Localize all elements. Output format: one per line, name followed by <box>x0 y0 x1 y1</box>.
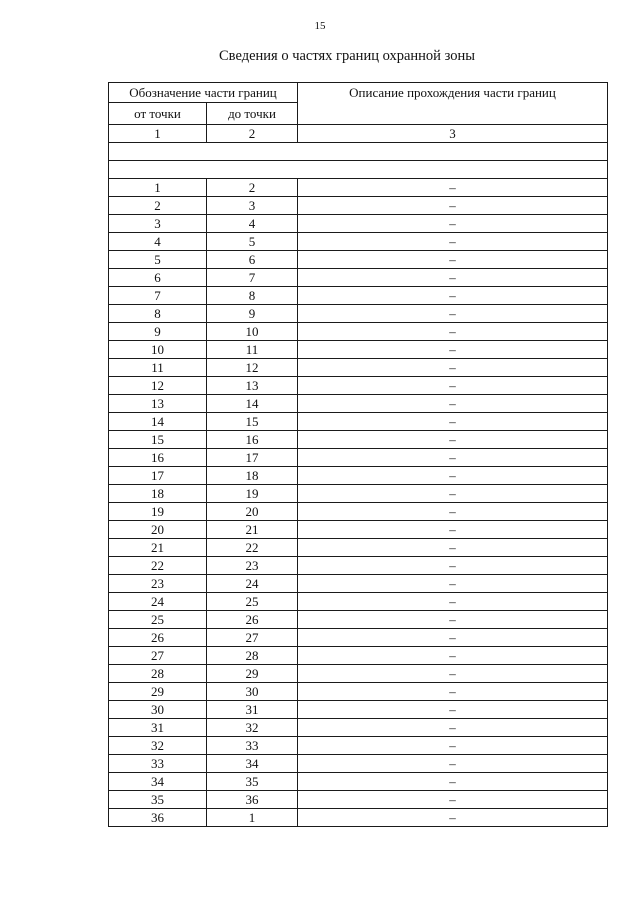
document-title: Сведения о частях границ охранной зоны <box>219 48 475 64</box>
cell-description: – <box>298 287 608 305</box>
cell-description: – <box>298 359 608 377</box>
cell-from-point: 33 <box>109 755 207 773</box>
table-row <box>109 449 608 467</box>
cell-to-point: 19 <box>207 485 298 503</box>
cell-description: – <box>298 197 608 215</box>
cell-from-point: 29 <box>109 683 207 701</box>
cell-description: – <box>298 539 608 557</box>
cell-to-point: 28 <box>207 647 298 665</box>
cell-from-point: 15 <box>109 431 207 449</box>
cell-description: – <box>298 341 608 359</box>
spacer-row <box>109 161 608 179</box>
cell-from-point: 18 <box>109 485 207 503</box>
page-number: 15 <box>314 20 326 32</box>
cell-to-point: 32 <box>207 719 298 737</box>
header-from-point: от точки <box>109 103 207 125</box>
table-row <box>109 539 608 557</box>
cell-to-point: 30 <box>207 683 298 701</box>
table-body <box>109 179 608 827</box>
cell-description: – <box>298 413 608 431</box>
cell-to-point: 6 <box>207 251 298 269</box>
cell-description: – <box>298 557 608 575</box>
cell-to-point: 35 <box>207 773 298 791</box>
table-row <box>109 503 608 521</box>
cell-to-point: 36 <box>207 791 298 809</box>
table-row <box>109 557 608 575</box>
cell-description: – <box>298 251 608 269</box>
cell-from-point: 16 <box>109 449 207 467</box>
cell-description: – <box>298 233 608 251</box>
table-row <box>109 629 608 647</box>
cell-to-point: 33 <box>207 737 298 755</box>
cell-to-point: 16 <box>207 431 298 449</box>
cell-from-point: 2 <box>109 197 207 215</box>
cell-from-point: 28 <box>109 665 207 683</box>
cell-from-point: 31 <box>109 719 207 737</box>
cell-to-point: 34 <box>207 755 298 773</box>
cell-to-point: 7 <box>207 269 298 287</box>
cell-from-point: 30 <box>109 701 207 719</box>
table-row <box>109 431 608 449</box>
table-row <box>109 575 608 593</box>
table-row <box>109 215 608 233</box>
cell-description: – <box>298 575 608 593</box>
table-row <box>109 251 608 269</box>
table-row <box>109 791 608 809</box>
table-row <box>109 395 608 413</box>
column-number-2: 2 <box>207 125 298 143</box>
table-row <box>109 737 608 755</box>
cell-to-point: 14 <box>207 395 298 413</box>
table-row <box>109 269 608 287</box>
cell-from-point: 35 <box>109 791 207 809</box>
cell-to-point: 20 <box>207 503 298 521</box>
cell-description: – <box>298 701 608 719</box>
table-row <box>109 755 608 773</box>
table-row <box>109 593 608 611</box>
table-row <box>109 341 608 359</box>
cell-from-point: 6 <box>109 269 207 287</box>
cell-from-point: 23 <box>109 575 207 593</box>
cell-from-point: 19 <box>109 503 207 521</box>
cell-from-point: 26 <box>109 629 207 647</box>
cell-from-point: 5 <box>109 251 207 269</box>
cell-description: – <box>298 755 608 773</box>
header-to-point: до точки <box>207 103 298 125</box>
cell-to-point: 17 <box>207 449 298 467</box>
cell-to-point: 10 <box>207 323 298 341</box>
cell-to-point: 29 <box>207 665 298 683</box>
cell-to-point: 1 <box>207 809 298 827</box>
table-row <box>109 467 608 485</box>
cell-description: – <box>298 395 608 413</box>
column-number-1: 1 <box>109 125 207 143</box>
cell-from-point: 9 <box>109 323 207 341</box>
cell-from-point: 8 <box>109 305 207 323</box>
cell-description: – <box>298 791 608 809</box>
cell-description: – <box>298 503 608 521</box>
cell-description: – <box>298 719 608 737</box>
table-row <box>109 521 608 539</box>
table-row <box>109 485 608 503</box>
cell-from-point: 12 <box>109 377 207 395</box>
cell-to-point: 15 <box>207 413 298 431</box>
spacer-row <box>109 143 608 161</box>
cell-description: – <box>298 521 608 539</box>
cell-to-point: 31 <box>207 701 298 719</box>
cell-from-point: 17 <box>109 467 207 485</box>
cell-from-point: 14 <box>109 413 207 431</box>
table-row <box>109 701 608 719</box>
table-row <box>109 647 608 665</box>
cell-from-point: 20 <box>109 521 207 539</box>
table-row <box>109 305 608 323</box>
cell-from-point: 36 <box>109 809 207 827</box>
cell-to-point: 12 <box>207 359 298 377</box>
header-boundary-designation: Обозначение части границ <box>109 83 298 103</box>
cell-from-point: 21 <box>109 539 207 557</box>
table-row <box>109 809 608 827</box>
table-row <box>109 323 608 341</box>
table-row <box>109 377 608 395</box>
cell-to-point: 4 <box>207 215 298 233</box>
cell-to-point: 26 <box>207 611 298 629</box>
cell-to-point: 2 <box>207 179 298 197</box>
cell-to-point: 23 <box>207 557 298 575</box>
cell-description: – <box>298 179 608 197</box>
header-boundary-description: Описание прохождения части границ <box>298 83 608 125</box>
cell-to-point: 18 <box>207 467 298 485</box>
cell-description: – <box>298 377 608 395</box>
table-row <box>109 719 608 737</box>
table-row <box>109 413 608 431</box>
cell-to-point: 9 <box>207 305 298 323</box>
cell-description: – <box>298 809 608 827</box>
cell-description: – <box>298 269 608 287</box>
cell-description: – <box>298 665 608 683</box>
cell-to-point: 22 <box>207 539 298 557</box>
cell-to-point: 8 <box>207 287 298 305</box>
cell-description: – <box>298 737 608 755</box>
cell-description: – <box>298 629 608 647</box>
cell-description: – <box>298 485 608 503</box>
cell-to-point: 3 <box>207 197 298 215</box>
cell-description: – <box>298 305 608 323</box>
table-row <box>109 665 608 683</box>
cell-to-point: 24 <box>207 575 298 593</box>
cell-description: – <box>298 647 608 665</box>
cell-from-point: 13 <box>109 395 207 413</box>
cell-from-point: 25 <box>109 611 207 629</box>
table-row <box>109 773 608 791</box>
cell-description: – <box>298 773 608 791</box>
table-row <box>109 683 608 701</box>
cell-from-point: 32 <box>109 737 207 755</box>
cell-description: – <box>298 611 608 629</box>
cell-description: – <box>298 431 608 449</box>
cell-description: – <box>298 323 608 341</box>
cell-to-point: 11 <box>207 341 298 359</box>
cell-to-point: 5 <box>207 233 298 251</box>
cell-from-point: 24 <box>109 593 207 611</box>
table-row <box>109 179 608 197</box>
column-number-3: 3 <box>298 125 608 143</box>
table-row <box>109 611 608 629</box>
boundary-parts-table <box>108 82 608 827</box>
cell-from-point: 27 <box>109 647 207 665</box>
cell-from-point: 10 <box>109 341 207 359</box>
cell-from-point: 34 <box>109 773 207 791</box>
table-row <box>109 233 608 251</box>
cell-from-point: 7 <box>109 287 207 305</box>
cell-description: – <box>298 215 608 233</box>
cell-from-point: 11 <box>109 359 207 377</box>
cell-from-point: 1 <box>109 179 207 197</box>
cell-to-point: 27 <box>207 629 298 647</box>
cell-from-point: 4 <box>109 233 207 251</box>
table-row <box>109 197 608 215</box>
cell-to-point: 13 <box>207 377 298 395</box>
cell-description: – <box>298 467 608 485</box>
cell-description: – <box>298 449 608 467</box>
table-row <box>109 359 608 377</box>
cell-from-point: 3 <box>109 215 207 233</box>
cell-description: – <box>298 593 608 611</box>
table-row <box>109 287 608 305</box>
cell-to-point: 25 <box>207 593 298 611</box>
cell-description: – <box>298 683 608 701</box>
cell-to-point: 21 <box>207 521 298 539</box>
cell-from-point: 22 <box>109 557 207 575</box>
